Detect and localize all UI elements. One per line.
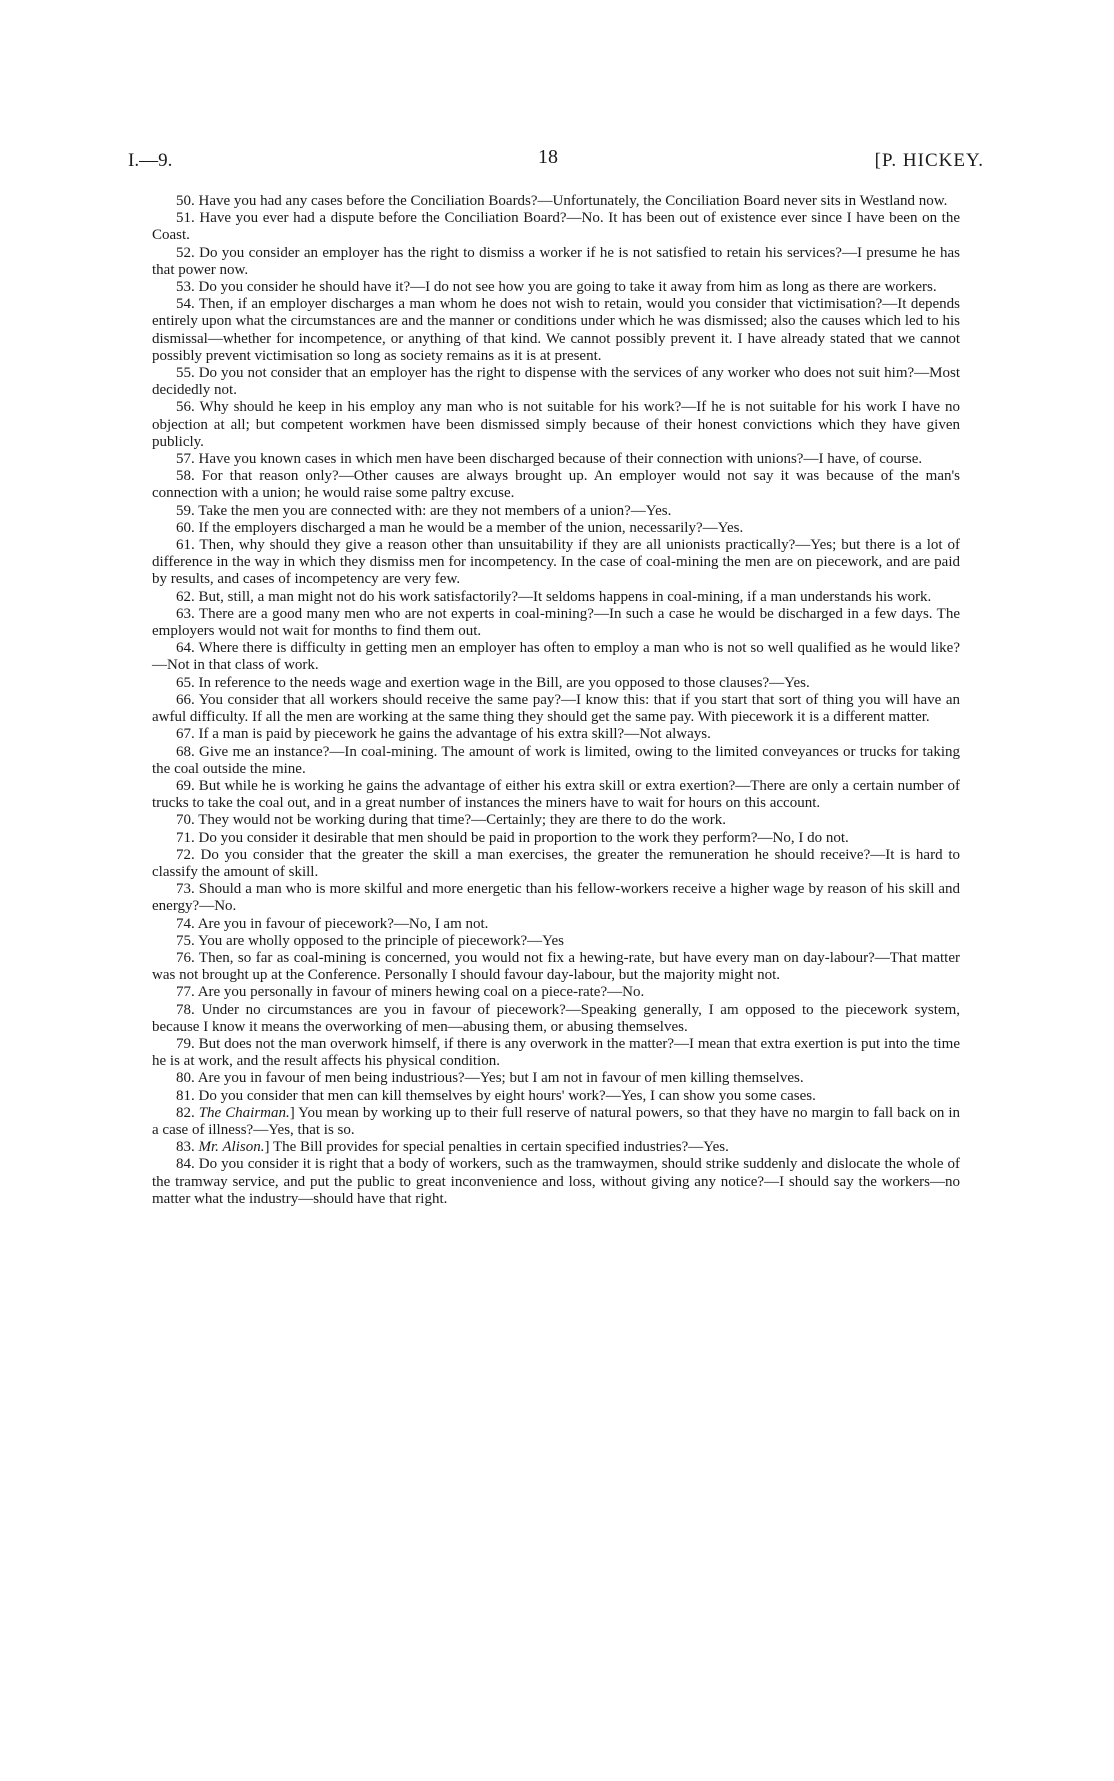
question-number: 64: [176, 640, 191, 657]
question-answer-75: 75. You are wholly opposed to the principle of piecework?—Yes: [176, 932, 565, 949]
page-header: [128, 146, 984, 174]
question-number: 51: [176, 210, 191, 227]
question-answer-text: Where there is difficulty in getting men an employer has often to employ a man who is not so well qualified as he would like?—Not in that class of work.: [152, 640, 960, 674]
question-number: 59: [176, 502, 191, 519]
question-number: 72: [176, 846, 191, 863]
question-answer-text: You are wholly opposed to the principle of piecework?—Yes: [197, 932, 565, 949]
question-number: 53: [176, 279, 191, 296]
question-answer-text: Should a man who is more skilful and more energetic than his fellow-workers receive a higher wage by reason of his skill and energy?—No.: [152, 881, 960, 915]
question-answer-51: 51. Have you ever had a dispute before the Conciliation Board?—No. It has been out of existence ever since I have been on the Coast.: [152, 210, 961, 244]
question-number: 80: [176, 1070, 191, 1087]
question-number: 70: [176, 812, 191, 829]
question-answer-63: 63. There are a good many men who are not experts in coal-mining?—In such a case he would be discharged in a few days. The employers would not wait for months to find them out.: [152, 605, 961, 640]
question-answer-56: 56. Why should he keep in his employ any man who is not suitable for his work?—If he is not suitable for his work I have no objection at all; but competent workmen have been dismissed simply because of their honest convictions which they have given publicly.: [152, 399, 960, 450]
question-answer-68: 68. Give me an instance?—In coal-mining. The amount of work is limited, owing to the limited conveyances or trucks for taking the coal outside the mine.: [152, 743, 960, 777]
question-answer-64: 64. Where there is difficulty in getting men an employer has often to employ a man who is not so well qualified as he would like?—Not in that class of work.: [152, 640, 960, 674]
question-answer-text: Have you had any cases before the Conciliation Boards?—Unfortunately, the Conciliation Board never sits in Westland now.: [198, 193, 948, 209]
question-number: 69: [176, 777, 191, 794]
question-answer-text: Then, if an employer discharges a man whom he does not wish to retain, would you consider that victimisation?—It depends entirely upon what the circumstances are and the manner or conditions under which he was dismissed; also the causes which led to his dismissal—whether for incompetence, or anything of that kind. We cannot possibly prevent it. I have already stated that we cannot possibly prevent victimisation so long as society remains as it is at present.: [152, 296, 961, 364]
question-answer-77: 77. Are you personally in favour of miners hewing coal on a piece-rate?—No.: [176, 984, 645, 1001]
question-answer-text: In reference to the needs wage and exertion wage in the Bill, are you opposed to those clauses?—Yes.: [198, 674, 810, 691]
question-answer-65: 65. In reference to the needs wage and exertion wage in the Bill, are you opposed to those clauses?—Yes.: [176, 674, 810, 691]
question-answer-69: 69. But while he is working he gains the advantage of either his extra skill or extra exertion?—There are only a certain number of trucks to take the coal out, and in a great number of instances the miners have to wait for hours on this account.: [152, 777, 960, 812]
witness-name: [P. HICKEY.: [874, 150, 984, 171]
question-answer-text: But does not the man overwork himself, if there is any overwork in the matter?—I mean that extra exertion is put into the time he is at work, and the result affects his physical condition.: [152, 1035, 961, 1070]
question-answer-text: If a man is paid by piecework he gains the advantage of his extra skill?—Not always.: [198, 726, 711, 743]
question-answer-57: 57. Have you known cases in which men have been discharged because of their connection with unions?—I have, of course.: [176, 451, 923, 468]
question-number: 55: [176, 365, 191, 382]
speaker-name: Mr. Alison.: [198, 1139, 265, 1156]
question-number: 74: [176, 915, 191, 932]
question-number: 54: [176, 296, 191, 313]
question-answer-text: You mean by working up to their full reserve of natural powers, so that they have no margin to fall back on in a case of illness?—Yes, that is so.: [152, 1104, 961, 1138]
paper-reference: I.—9.: [128, 150, 173, 171]
question-answer-text: Then, so far as coal-mining is concerned, you would not fix a hewing-rate, but have every man on day-labour?—That matter was not brought up at the Conference. Personally I should favour day-labour, but the majority might not.: [152, 949, 960, 984]
question-number: 71: [176, 829, 191, 846]
question-answer-83: 83. Mr. Alison.] The Bill provides for special penalties in certain specified industries?—Yes.: [176, 1139, 729, 1156]
question-answer-text: You consider that all workers should receive the same pay?—I know this: that if you start that sort of thing you will have an awful difficulty. If all the men are working at the same thing they should get the same pay. With piecework it is a different matter.: [152, 691, 960, 726]
question-answer-text: There are a good many men who are not experts in coal-mining?—In such a case he would be discharged in a few days. The employers would not wait for months to find them out.: [152, 605, 961, 640]
question-answer-text: But while he is working he gains the advantage of either his extra skill or extra exertion?—There are only a certain number of trucks to take the coal out, and in a great number of instances the miners have to wait for hours on this account.: [152, 777, 960, 812]
question-number: 62: [176, 588, 191, 605]
question-answer-text: Have you known cases in which men have been discharged because of their connection with unions?—I have, of course.: [198, 451, 923, 468]
question-answer-72: 72. Do you consider that the greater the skill a man exercises, the greater the remuneration he should receive?—It is hard to classify the amount of skill.: [152, 846, 961, 880]
question-answer-70: 70. They would not be working during that time?—Certainly; they are there to do the work.: [176, 812, 727, 829]
question-number: 65: [176, 674, 191, 691]
question-answer-text: Give me an instance?—In coal-mining. The amount of work is limited, owing to the limited conveyances or trucks for taking the coal outside the mine.: [152, 743, 960, 777]
question-number: 58: [176, 468, 191, 485]
question-answer-78: 78. Under no circumstances are you in favour of piecework?—Speaking generally, I am opposed to the piecework system, because I know it means the overworking of men—abusing them, or abusing themselves.: [152, 1001, 960, 1035]
question-number: 79: [176, 1035, 191, 1052]
question-number: 50: [176, 193, 191, 209]
question-answer-text: Under no circumstances are you in favour of piecework?—Speaking generally, I am opposed to the piecework system, because I know it means the overworking of men—abusing them, or abusing themselves.: [152, 1001, 960, 1035]
question-answer-text: Do you consider it is right that a body of workers, such as the tramwaymen, should strike suddenly and dislocate the whole of the tramway service, and put the public to great inconvenience and loss, without giving any notice?—I should say the workers—no matter what the industry—should have that right.: [152, 1156, 961, 1207]
question-answer-58: 58. For that reason only?—Other causes are always brought up. An employer would not say it was because of the man's connection with a union; he would raise some paltry excuse.: [152, 468, 961, 502]
question-number: 82: [176, 1104, 191, 1121]
question-answer-text: Have you ever had a dispute before the Conciliation Board?—No. It has been out of existence ever since I have been on the Coast.: [152, 210, 961, 244]
question-number: 76: [176, 949, 191, 966]
question-number: 83: [176, 1139, 191, 1156]
question-number: 84: [176, 1156, 191, 1173]
transcript-body: [152, 193, 960, 1208]
question-answer-62: 62. But, still, a man might not do his work satisfactorily?—It seldoms happens in coal-mining, if a man understands his work.: [176, 588, 932, 605]
question-number: 68: [176, 743, 191, 760]
question-answer-text: The Bill provides for special penalties in certain specified industries?—Yes.: [272, 1139, 729, 1156]
question-answer-79: 79. But does not the man overwork himself, if there is any overwork in the matter?—I mean that extra exertion is put into the time he is at work, and the result affects his physical condition.: [152, 1035, 961, 1070]
question-answer-61: 61. Then, why should they give a reason other than unsuitability if they are all unionists practically?—Yes; but there is a lot of difference in the way in which they dismiss men for incompetency. In the case of coal-mining the men are on piecework, and are paid by results, and cases of incompetency are very few.: [152, 537, 960, 588]
question-answer-73: 73. Should a man who is more skilful and more energetic than his fellow-workers receive a higher wage by reason of his skill and energy?—No.: [152, 881, 960, 915]
question-answer-text: Take the men you are connected with: are they not members of a union?—Yes.: [198, 502, 672, 519]
question-number: 63: [176, 605, 191, 622]
question-answer-text: Are you in favour of men being industrious?—Yes; but I am not in favour of men killing themselves.: [197, 1070, 804, 1087]
question-number: 77: [176, 984, 191, 1001]
question-answer-66: 66. You consider that all workers should receive the same pay?—I know this: that if you start that sort of thing you will have an awful difficulty. If all the men are working at the same thing they should get the same pay. With piecework it is a different matter.: [152, 691, 960, 726]
question-answer-76: 76. Then, so far as coal-mining is concerned, you would not fix a hewing-rate, but have every man on day-labour?—That matter was not brought up at the Conference. Personally I should favour day-labour, but the majority might not.: [152, 949, 960, 984]
question-answer-text: If the employers discharged a man he would be a member of the union, necessarily?—Yes.: [198, 519, 744, 536]
question-answer-55: 55. Do you not consider that an employer has the right to dispense with the services of any worker who does not suit him?—Most decidedly not.: [152, 365, 960, 399]
question-answer-82: 82. The Chairman.] You mean by working up to their full reserve of natural powers, so that they have no margin to fall back on in a case of illness?—Yes, that is so.: [152, 1104, 961, 1138]
question-number: 81: [176, 1087, 191, 1104]
question-answer-text: For that reason only?—Other causes are always brought up. An employer would not say it was because of the man's connection with a union; he would raise some paltry excuse.: [152, 468, 961, 502]
question-answer-67: 67. If a man is paid by piecework he gains the advantage of his extra skill?—Not always.: [176, 726, 711, 743]
page-number: 18: [538, 146, 558, 168]
question-number: 52: [176, 244, 191, 261]
question-answer-80: 80. Are you in favour of men being industrious?—Yes; but I am not in favour of men killing themselves.: [176, 1070, 804, 1087]
question-answer-text: Do you consider he should have it?—I do not see how you are going to take it away from him as long as there are workers.: [198, 279, 937, 296]
question-number: 73: [176, 881, 191, 898]
question-answer-53: 53. Do you consider he should have it?—I do not see how you are going to take it away from him as long as there are workers.: [176, 279, 937, 296]
question-answer-text: Why should he keep in his employ any man who is not suitable for his work?—If he is not suitable for his work I have no objection at all; but competent workmen have been dismissed simply because of their honest convictions which they have given publicly.: [152, 399, 960, 450]
question-number: 60: [176, 519, 191, 536]
question-answer-71: 71. Do you consider it desirable that men should be paid in proportion to the work they perform?—No, I do not.: [176, 829, 849, 846]
question-answer-59: 59. Take the men you are connected with: are they not members of a union?—Yes.: [176, 502, 672, 519]
question-answer-52: 52. Do you consider an employer has the right to dismiss a worker if he is not satisfied to retain his services?—I presume he has that power now.: [152, 244, 960, 278]
question-number: 67: [176, 726, 191, 743]
question-answer-text: Do you consider that men can kill themselves by eight hours' work?—Yes, I can show you some cases.: [198, 1087, 816, 1104]
question-answer-text: Do you consider that the greater the skill a man exercises, the greater the remuneration he should receive?—It is hard to classify the amount of skill.: [152, 846, 961, 880]
question-answer-74: 74. Are you in favour of piecework?—No, I am not.: [176, 915, 489, 932]
question-answer-text: Do you not consider that an employer has the right to dispense with the services of any worker who does not suit him?—Most decidedly not.: [152, 365, 960, 399]
question-answer-54: 54. Then, if an employer discharges a man whom he does not wish to retain, would you consider that victimisation?—It depends entirely upon what the circumstances are and the manner or conditions under which he was dismissed; also the causes which led to his dismissal—whether for incompetence, or anything of that kind. We cannot possibly prevent it. I have already stated that we cannot possibly prevent victimisation so long as society remains as it is at present.: [152, 296, 961, 364]
question-answer-50: 50. Have you had any cases before the Conciliation Boards?—Unfortunately, the Conciliation Board never sits in Westland now.: [176, 193, 948, 209]
question-answer-text: But, still, a man might not do his work satisfactorily?—It seldoms happens in coal-mining, if a man understands his work.: [198, 588, 932, 605]
question-number: 57: [176, 451, 191, 468]
question-number: 56: [176, 399, 191, 416]
question-answer-text: Do you consider it desirable that men should be paid in proportion to the work they perform?—No, I do not.: [198, 829, 849, 846]
speaker-name: The Chairman.: [198, 1104, 290, 1121]
question-answer-text: Do you consider an employer has the right to dismiss a worker if he is not satisfied to retain his services?—I presume he has that power now.: [152, 244, 960, 278]
question-answer-text: Then, why should they give a reason other than unsuitability if they are all unionists practically?—Yes; but there is a lot of difference in the way in which they dismiss men for incompetency. In the case of coal-mining the men are on piecework, and are paid by results, and cases of incompetency are very few.: [152, 537, 960, 588]
question-answer-81: 81. Do you consider that men can kill themselves by eight hours' work?—Yes, I can show you some cases.: [176, 1087, 816, 1104]
question-number: 78: [176, 1001, 191, 1018]
question-answer-text: Are you personally in favour of miners hewing coal on a piece-rate?—No.: [197, 984, 645, 1001]
question-answer-84: 84. Do you consider it is right that a body of workers, such as the tramwaymen, should strike suddenly and dislocate the whole of the tramway service, and put the public to great inconvenience and loss, without giving any notice?—I should say the workers—no matter what the industry—should have that right.: [152, 1156, 961, 1207]
question-number: 61: [176, 537, 191, 554]
question-number: 75: [176, 932, 191, 949]
question-number: 66: [176, 691, 191, 708]
question-answer-text: Are you in favour of piecework?—No, I am not.: [197, 915, 489, 932]
question-answer-60: 60. If the employers discharged a man he would be a member of the union, necessarily?—Yes.: [176, 519, 744, 536]
question-answer-text: They would not be working during that time?—Certainly; they are there to do the work.: [198, 812, 727, 829]
